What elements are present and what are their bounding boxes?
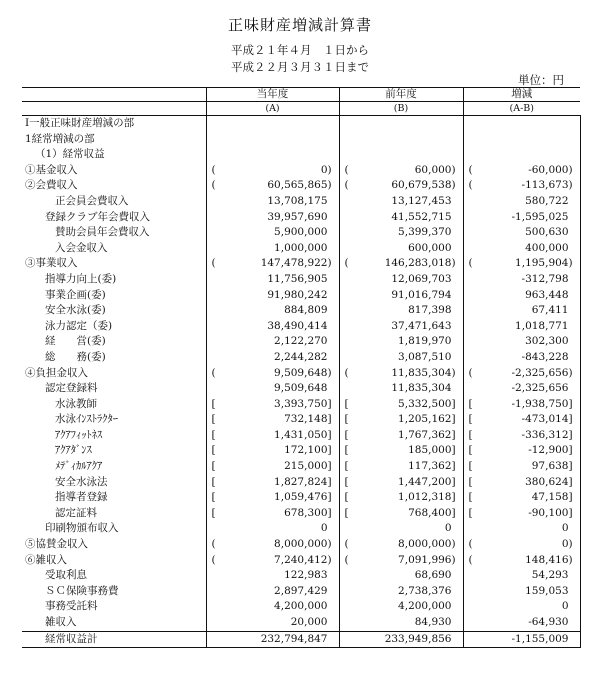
total-difference: -1,155,009 (511, 632, 569, 645)
table-row (22, 288, 580, 304)
current-year-value-cell (206, 147, 339, 163)
row-label: 泳力認定（委) (45, 319, 113, 332)
previous-year-value-cell: [ 1,767,362] (339, 428, 463, 444)
difference-value: 580,722 (525, 194, 569, 207)
row-label: 1経常増減の部 (25, 132, 95, 145)
current-year-value-cell: ( 147,478,922) (206, 256, 339, 272)
table-row (22, 272, 580, 288)
current-year-value: 38,490,414 (267, 319, 328, 332)
current-year-value: 732,148 (284, 413, 328, 426)
row-label: 入会金収入 (55, 241, 108, 254)
difference-value: 0 (561, 522, 569, 535)
difference-value-cell (463, 599, 580, 615)
current-year-value-cell (206, 319, 339, 335)
difference-value-cell (463, 210, 580, 226)
current-year-value: 9,509,648 (274, 382, 328, 395)
previous-year-value: 1,012,318 (398, 491, 452, 504)
previous-year-value: 1,447,200 (398, 475, 452, 488)
difference-value-cell: [ -12,900] (463, 443, 580, 459)
previous-year-value: 7,091,996 (398, 553, 452, 566)
previous-year-value: 5,332,500 (398, 397, 452, 410)
previous-year-value-cell (339, 241, 463, 257)
previous-year-value-cell: [ 117,362] (339, 459, 463, 475)
period-end: 平成２２月３月３１日まで (231, 60, 369, 74)
previous-year-value: 60,000 (414, 163, 452, 176)
total-label: 経常収益計 (22, 631, 206, 648)
current-year-value-cell (206, 132, 339, 148)
row-label: 正会員会費収入 (55, 194, 129, 207)
difference-value-cell (463, 194, 580, 210)
difference-value: 67,411 (531, 304, 569, 317)
current-year-value-cell (206, 521, 339, 537)
difference-value-cell (463, 116, 580, 132)
row-label: 安全水泳(委) (45, 304, 106, 317)
difference-value-cell (463, 288, 580, 304)
current-year-value-cell: [ 1,431,050] (206, 428, 339, 444)
row-label: 総 務(委) (45, 350, 106, 363)
difference-value-cell (463, 381, 580, 397)
difference-value: 97,638 (531, 460, 569, 473)
period-start: 平成２１年４月 １日から (231, 43, 369, 57)
total-row (22, 631, 580, 648)
current-year-value: 215,000 (284, 460, 328, 473)
row-label: ⑥雑収入 (25, 553, 67, 566)
subheader-row (22, 102, 580, 116)
subheader-b: (B) (339, 102, 463, 116)
row-label: 経 営(委) (45, 335, 106, 348)
row-label: 登録クラブ年会費収入 (45, 210, 150, 223)
table-row (22, 256, 580, 272)
statement-table (22, 87, 581, 648)
previous-year-value-cell: ( 60,679,538) (339, 178, 463, 194)
table-row (22, 303, 580, 319)
table-row (22, 537, 580, 553)
difference-value: 0 (561, 538, 569, 551)
previous-year-value: 4,200,000 (398, 600, 452, 613)
current-year-value: 884,809 (284, 304, 328, 317)
difference-value: -113,673 (521, 179, 569, 192)
row-label: ②会費収入 (25, 179, 78, 192)
difference-value-cell (463, 225, 580, 241)
current-year-value-cell (206, 272, 339, 288)
total-previous-year-cell (339, 631, 463, 648)
row-label: 受取利息 (45, 569, 87, 582)
row-label: 賛助会員年会費収入 (55, 226, 150, 239)
row-label: 認定登録料 (45, 382, 98, 395)
difference-value: -312,798 (521, 272, 569, 285)
table-row (22, 163, 580, 179)
difference-value: -12,900 (528, 444, 569, 457)
statement-body (22, 116, 580, 648)
previous-year-value-cell (339, 381, 463, 397)
difference-value-cell (463, 350, 580, 366)
table-row (22, 412, 580, 428)
previous-year-value-cell (339, 584, 463, 600)
table-row (22, 443, 580, 459)
difference-value: -336,312 (521, 428, 569, 441)
table-row (22, 521, 580, 537)
current-year-value-cell: [ 215,000] (206, 459, 339, 475)
previous-year-value: 1,205,162 (398, 413, 452, 426)
current-year-value-cell (206, 584, 339, 600)
difference-value: -90,100 (528, 506, 569, 519)
difference-value-cell: ( 1,195,904) (463, 256, 580, 272)
difference-value-cell: [ -473,014] (463, 412, 580, 428)
current-year-value: 13,708,175 (267, 194, 328, 207)
difference-value: 380,624 (525, 475, 569, 488)
previous-year-value-cell (339, 194, 463, 210)
current-year-value-cell (206, 334, 339, 350)
table-row (22, 490, 580, 506)
subheader-item (22, 102, 206, 116)
previous-year-value: 8,000,000 (398, 538, 452, 551)
difference-value: -843,228 (521, 350, 569, 363)
current-year-value-cell (206, 116, 339, 132)
current-year-value: 5,900,000 (274, 226, 328, 239)
current-year-value: 2,244,282 (274, 350, 328, 363)
table-row (22, 178, 580, 194)
difference-value: -473,014 (521, 413, 569, 426)
current-year-value: 4,200,000 (274, 600, 328, 613)
previous-year-value-cell: [ 1,012,318] (339, 490, 463, 506)
table-row (22, 241, 580, 257)
current-year-value: 172,100 (284, 444, 328, 457)
total-previous-year: 233,949,856 (384, 632, 452, 645)
row-label: ｱｸｱﾀﾞﾝｽ (55, 444, 92, 457)
total-current-year: 232,794,847 (260, 632, 328, 645)
previous-year-value-cell: [ 185,000] (339, 443, 463, 459)
row-label: 事務受託料 (45, 600, 98, 613)
difference-value-cell: ( -60,000) (463, 163, 580, 179)
previous-year-value: 117,362 (408, 460, 452, 473)
difference-value: -2,325,656 (511, 366, 569, 379)
previous-year-value-cell (339, 615, 463, 631)
current-year-value-cell (206, 210, 339, 226)
previous-year-value-cell (339, 521, 463, 537)
previous-year-value: 91,016,794 (391, 288, 452, 301)
difference-value-cell: [ 47,158] (463, 490, 580, 506)
table-row (22, 210, 580, 226)
row-label: 認定証料 (55, 506, 97, 519)
current-year-value: 0 (320, 522, 328, 535)
difference-value: 400,000 (525, 241, 569, 254)
current-year-value-cell (206, 303, 339, 319)
row-label: ﾒﾃﾞｨｶﾙｱｸｱ (55, 460, 103, 473)
header-item (22, 88, 206, 102)
table-row (22, 194, 580, 210)
previous-year-value-cell: ( 7,091,996) (339, 553, 463, 569)
current-year-value-cell: ( 7,240,412) (206, 553, 339, 569)
current-year-value: 91,980,242 (267, 288, 328, 301)
difference-value-cell: [ 380,624] (463, 475, 580, 491)
current-year-value-cell (206, 288, 339, 304)
previous-year-value: 1,819,970 (398, 335, 452, 348)
total-difference-cell (463, 631, 580, 648)
table-row (22, 397, 580, 413)
row-label: ⑤協賛金収入 (25, 538, 88, 551)
row-label: ①基金収入 (25, 163, 78, 176)
previous-year-value-cell (339, 568, 463, 584)
difference-value-cell (463, 132, 580, 148)
previous-year-value: 768,400 (408, 506, 452, 519)
current-year-value: 8,000,000 (274, 538, 328, 551)
unit-label: 単位：円 (518, 73, 564, 87)
subheader-a: (A) (206, 102, 339, 116)
current-year-value: 147,478,922 (260, 257, 328, 270)
current-year-value: 3,393,750 (274, 397, 328, 410)
difference-value-cell (463, 334, 580, 350)
difference-value-cell (463, 584, 580, 600)
difference-value-cell (463, 521, 580, 537)
difference-value-cell (463, 319, 580, 335)
difference-value: -1,595,025 (511, 210, 569, 223)
previous-year-value-cell: ( 146,283,018) (339, 256, 463, 272)
difference-value: 159,053 (525, 584, 569, 597)
current-year-value: 1,431,050 (274, 428, 328, 441)
difference-value: -64,930 (528, 616, 569, 628)
previous-year-value: 41,552,715 (391, 210, 452, 223)
difference-value: -2,325,656 (511, 382, 569, 395)
row-label: 事業企画(委) (45, 288, 106, 301)
difference-value-cell (463, 272, 580, 288)
current-year-value-cell: [ 1,059,476] (206, 490, 339, 506)
previous-year-value: 13,127,453 (391, 194, 452, 207)
difference-value: 47,158 (531, 491, 569, 504)
previous-year-value: 68,690 (414, 569, 452, 582)
difference-value: 54,293 (531, 569, 569, 582)
previous-year-value-cell (339, 147, 463, 163)
table-row (22, 225, 580, 241)
row-label: 指導力向上(委) (45, 272, 117, 285)
current-year-value: 2,897,429 (274, 584, 328, 597)
previous-year-value-cell: [ 768,400] (339, 506, 463, 522)
document-title: 正味財産増減計算書 (227, 16, 372, 34)
header-previous-year: 前年度 (339, 88, 463, 102)
table-row (22, 116, 580, 132)
previous-year-value-cell (339, 116, 463, 132)
table-row (22, 319, 580, 335)
difference-value-cell: [ -336,312] (463, 428, 580, 444)
table-row (22, 599, 580, 615)
row-label: ③事業収入 (25, 257, 78, 270)
previous-year-value-cell: ( 60,000) (339, 163, 463, 179)
current-year-value: 20,000 (290, 616, 328, 628)
row-label: 安全水泳法 (55, 475, 108, 488)
header-current-year: 当年度 (206, 88, 339, 102)
previous-year-value-cell: [ 1,205,162] (339, 412, 463, 428)
table-row (22, 334, 580, 350)
table-row (22, 553, 580, 569)
row-label: 印刷物頒布収入 (45, 522, 119, 535)
previous-year-value-cell: [ 1,447,200] (339, 475, 463, 491)
difference-value: -60,000 (528, 163, 569, 176)
difference-value-cell: [ -90,100] (463, 506, 580, 522)
previous-year-value: 84,930 (414, 616, 452, 628)
difference-value: 500,630 (525, 226, 569, 239)
current-year-value-cell (206, 225, 339, 241)
previous-year-value-cell: [ 5,332,500] (339, 397, 463, 413)
header-difference: 増減 (463, 88, 580, 102)
current-year-value-cell (206, 615, 339, 631)
current-year-value-cell: ( 9,509,648) (206, 366, 339, 382)
row-label: 水泳教師 (55, 397, 97, 410)
table-row (22, 147, 580, 163)
difference-value-cell (463, 147, 580, 163)
table-row (22, 366, 580, 382)
previous-year-value: 37,471,643 (391, 319, 452, 332)
table-row (22, 381, 580, 397)
previous-year-value: 185,000 (408, 444, 452, 457)
current-year-value: 9,509,648 (274, 366, 328, 379)
current-year-value-cell: [ 1,827,824] (206, 475, 339, 491)
current-year-value-cell (206, 599, 339, 615)
previous-year-value-cell (339, 303, 463, 319)
current-year-value-cell (206, 241, 339, 257)
row-label: 指導者登録 (55, 491, 108, 504)
current-year-value: 1,000,000 (274, 241, 328, 254)
current-year-value: 678,300 (284, 506, 328, 519)
previous-year-value: 11,835,304 (391, 382, 452, 395)
difference-value: 1,018,771 (515, 319, 569, 332)
previous-year-value: 817,398 (408, 304, 452, 317)
row-label: （1）経常収益 (35, 148, 105, 161)
table-row (22, 584, 580, 600)
current-year-value: 2,122,270 (274, 335, 328, 348)
table-row (22, 132, 580, 148)
current-year-value: 11,756,905 (267, 272, 328, 285)
current-year-value: 122,983 (284, 569, 328, 582)
table-row (22, 459, 580, 475)
difference-value-cell (463, 241, 580, 257)
current-year-value-cell (206, 194, 339, 210)
table-row (22, 350, 580, 366)
current-year-value-cell: [ 3,393,750] (206, 397, 339, 413)
difference-value-cell: [ -1,938,750] (463, 397, 580, 413)
previous-year-value: 1,767,362 (398, 428, 452, 441)
current-year-value-cell (206, 568, 339, 584)
subheader-a-minus-b: (A-B) (463, 102, 580, 116)
row-label: ｱｸｱﾌｨｯﾄﾈｽ (55, 428, 103, 441)
current-year-value-cell: ( 0) (206, 163, 339, 179)
difference-value-cell: ( -2,325,656) (463, 366, 580, 382)
difference-value: 0 (561, 600, 569, 613)
current-year-value-cell: [ 172,100] (206, 443, 339, 459)
previous-year-value-cell (339, 132, 463, 148)
difference-value-cell (463, 303, 580, 319)
current-year-value-cell (206, 381, 339, 397)
previous-year-value-cell (339, 288, 463, 304)
previous-year-value: 2,738,376 (398, 584, 452, 597)
difference-value: -1,938,750 (511, 397, 569, 410)
row-label: 水泳ｲﾝｽﾄﾗｸﾀｰ (55, 413, 118, 426)
current-year-value-cell: [ 678,300] (206, 506, 339, 522)
previous-year-value-cell: ( 8,000,000) (339, 537, 463, 553)
table-row (22, 475, 580, 491)
table-row (22, 506, 580, 522)
previous-year-value: 11,835,304 (391, 366, 452, 379)
previous-year-value: 5,399,370 (398, 226, 452, 239)
current-year-value: 60,565,865 (267, 179, 328, 192)
difference-value-cell: ( 0) (463, 537, 580, 553)
difference-value-cell (463, 568, 580, 584)
current-year-value: 39,957,690 (267, 210, 328, 223)
table-row (22, 568, 580, 584)
difference-value: 302,300 (525, 335, 569, 348)
row-label: Ⅰ一般正味財産増減の部 (25, 117, 135, 129)
previous-year-value-cell (339, 272, 463, 288)
row-label: ④負担金収入 (25, 366, 88, 379)
difference-value: 963,448 (525, 288, 569, 301)
total-current-year-cell (206, 631, 339, 648)
difference-value-cell: ( 148,416) (463, 553, 580, 569)
current-year-value: 1,827,824 (274, 475, 328, 488)
previous-year-value-cell (339, 599, 463, 615)
previous-year-value-cell (339, 225, 463, 241)
previous-year-value-cell (339, 319, 463, 335)
previous-year-value-cell: ( 11,835,304) (339, 366, 463, 382)
previous-year-value: 3,087,510 (398, 350, 452, 363)
previous-year-value: 146,283,018 (384, 257, 452, 270)
difference-value: 1,195,904 (515, 257, 569, 270)
difference-value-cell: ( -113,673) (463, 178, 580, 194)
difference-value: 148,416 (525, 553, 569, 566)
table-row (22, 428, 580, 444)
current-year-value-cell: [ 732,148] (206, 412, 339, 428)
current-year-value: 0 (320, 163, 328, 176)
previous-year-value: 600,000 (408, 241, 452, 254)
current-year-value: 1,059,476 (274, 491, 328, 504)
previous-year-value: 0 (444, 522, 452, 535)
header-row (22, 88, 580, 102)
current-year-value: 7,240,412 (274, 553, 328, 566)
previous-year-value: 60,679,538 (391, 179, 452, 192)
previous-year-value: 12,069,703 (391, 272, 452, 285)
previous-year-value-cell (339, 210, 463, 226)
row-label: 雑収入 (45, 616, 77, 628)
previous-year-value-cell (339, 350, 463, 366)
row-label: ＳＣ保険事務費 (45, 584, 119, 597)
difference-value-cell (463, 615, 580, 631)
previous-year-value-cell (339, 334, 463, 350)
table-row (22, 615, 580, 631)
current-year-value-cell (206, 350, 339, 366)
current-year-value-cell: ( 60,565,865) (206, 178, 339, 194)
current-year-value-cell: ( 8,000,000) (206, 537, 339, 553)
difference-value-cell: [ 97,638] (463, 459, 580, 475)
